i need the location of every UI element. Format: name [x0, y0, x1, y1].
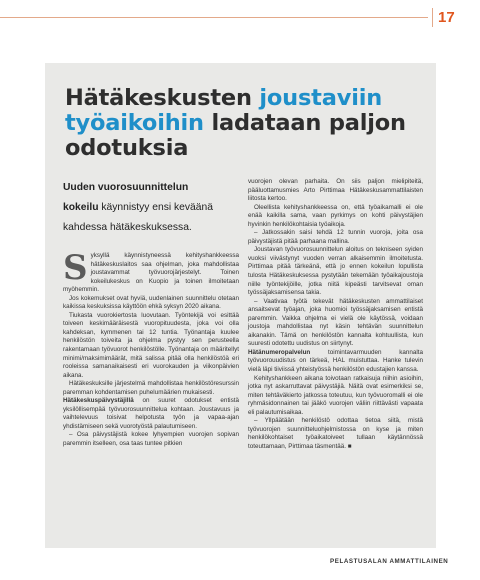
lead-bold: kokeilu — [63, 202, 99, 213]
right-paragraph-3: – Jatkossakin saisi tehdä 12 tunnin vuoroja, joita osa päivystäjistä pitää parhaana mallina. — [248, 229, 423, 245]
page-number: 17 — [438, 9, 455, 26]
left-body — [63, 248, 239, 449]
headline-part1: Hätäkeskusten — [65, 85, 260, 111]
left-column — [63, 178, 239, 449]
lead-rest: käynnistyy ensi keväänä kahdessa hätäkeskuksessa. — [63, 202, 213, 233]
left-paragraph-5: Hätäkeskuspäivystäjillä on suuret odotukset entistä yksilöllisempää työvuorosuunnittelua kohtaan. Joustavuus ja vaihtelevuus toisivat helpotusta työn ja vapaa-ajan yhdistämiseen sekä vuorotyöstä palautumiseen. — [63, 397, 239, 430]
article-headline — [65, 86, 425, 161]
left-paragraph-3: Tiukasta vuorokiertosta luovutaan. Työntekijä voi esittää toiveen keskimääräisestä vuoropituudesta, joka voi olla kahdeksan, kymmenen tai 12 tuntia. Työnantaja kuulee henkilöstön toiveita ja ohjelma pystyy sen perusteella rakentamaan työvuorot henkilöstölle. Työnantaja on määritellyt minimi/maksimimäärät, mitä salissa pitää olla henkilöstöä eri rooleissa samanaikaisesti eri vuorokauden ja viikonpäivien aikana. — [63, 311, 239, 379]
right-column — [248, 178, 423, 452]
right-paragraph-2: Oleellista kehityshankkeessa on, että työaikamalli ei ole enää kaikilla sama, vaan pyrkimys on kohti päivystäjien hyvinkin henkilökohtaisia työaikoja. — [248, 203, 423, 228]
right-body — [248, 178, 423, 452]
right-paragraph-7: Kehityshankkeen aikana toivotaan ratkaisuja niihin asioihin, jotka nyt askarruttavat päivystäjiä. Näitä ovat esimerkiksi se, miten tehtäväkierto jatkossa toteutuu, kun työvuoromalli ei ole ryhmäsidonnainen tai jääkö vuorojen väliin riittävästi vapaata eli palautumisaikaa. — [248, 374, 423, 416]
right-paragraph-4: Joustavan työvuorosuunnittelun aloitus on tekniseen syiden vuoksi viivästynyt vuoden verran alkaisemmin ilmoitetusta. Pirttimaa pitää tärkeänä, että jo ennen kokeilun lopullista tulosta Hätäkeskuksessa pystytään tekemään työaikajoustoja niille työntekijöille, jotka niitä kipeästi tarvitsevat oman työssäjaksamisensa takia. — [248, 246, 423, 297]
lead-paragraph — [63, 178, 239, 238]
headline-highlight: joustaviin työaikoihin — [65, 85, 383, 136]
drop-cap: S — [63, 248, 88, 288]
right-paragraph-1: vuorojen olevan parhaita. On siis paljon mielipiteitä, pääluottamusmies Arto Pirttimaa Hätäkeskusammattilaisten liitosta kertoo. — [248, 178, 423, 203]
header-rule — [0, 17, 428, 18]
left-paragraph-4: Hätäkeskuksille järjestelmä mahdollistaa henkilöstöresurssin paremman kohdentamisen puhelumäärien mukaisesti. — [63, 380, 239, 396]
publication-footer: PELASTUSALAN AMMATTILAINEN — [330, 558, 449, 565]
right-paragraph-5: – Vaativaa työtä tekevät hätäkeskusten ammattilaiset ansaitsevat työajan, joka huomioi työssäjaksamisen entistä paremmin. Vaikka ohjelma ei vielä ole käytössä, voidaan joustoja mahdollistaa nyt käsin tehtävän suunnittelun aikanakin. Tämä on henkilöstön kannalta kohtuullista, kun suuresti odotettu uudistus on siirtynyt. — [248, 297, 423, 348]
left-paragraph-2: Jos kokemukset ovat hyviä, uudenlainen suunnittelu otetaan kaikissa keskuksissa käyttöön ehkä syksyn 2020 aikana. — [63, 294, 239, 311]
right-paragraph-8: – Yllpäätään henkilöstö odottaa tietoa siitä, mistä työvuorojen suunnitteluohjelmistossa on kyse ja miten henkilökohtaiset työaikatoiveet tullaan käytännössä toteuttamaan, Pirttimaa täsmentää. ■ — [248, 417, 423, 450]
left-paragraph-6: – Osa päivystäjistä kokee lyhyempien vuorojen sopivan paremmin itselleen, osa taas tuntee pitkien — [63, 431, 239, 448]
lead-line1: Uuden vuorosuunnittelun — [63, 182, 189, 193]
headline-part2: ladataan paljon odotuksia — [65, 110, 406, 161]
page-number-separator — [432, 8, 433, 27]
left-paragraph-1: Syksyllä käynnistyneessä kehityshankkeessa hätäkeskuslaitos saa ohjelman, joka mahdollistaa joustavammat työvuorojärjestelyt. Toinen kokeilukeskus on Kuopio ja toinen ilmoitetaan myöhemmin. — [63, 248, 239, 294]
right-paragraph-6: Hätänumeropalvelun toimintavarmuuden kannalta työvuorouudistus on tärkeä, HAL muistuttaa. Hanke tulevin vielä läpi tiiviissä yhteistyössä henkilöstön edustajien kanssa. — [248, 348, 423, 374]
